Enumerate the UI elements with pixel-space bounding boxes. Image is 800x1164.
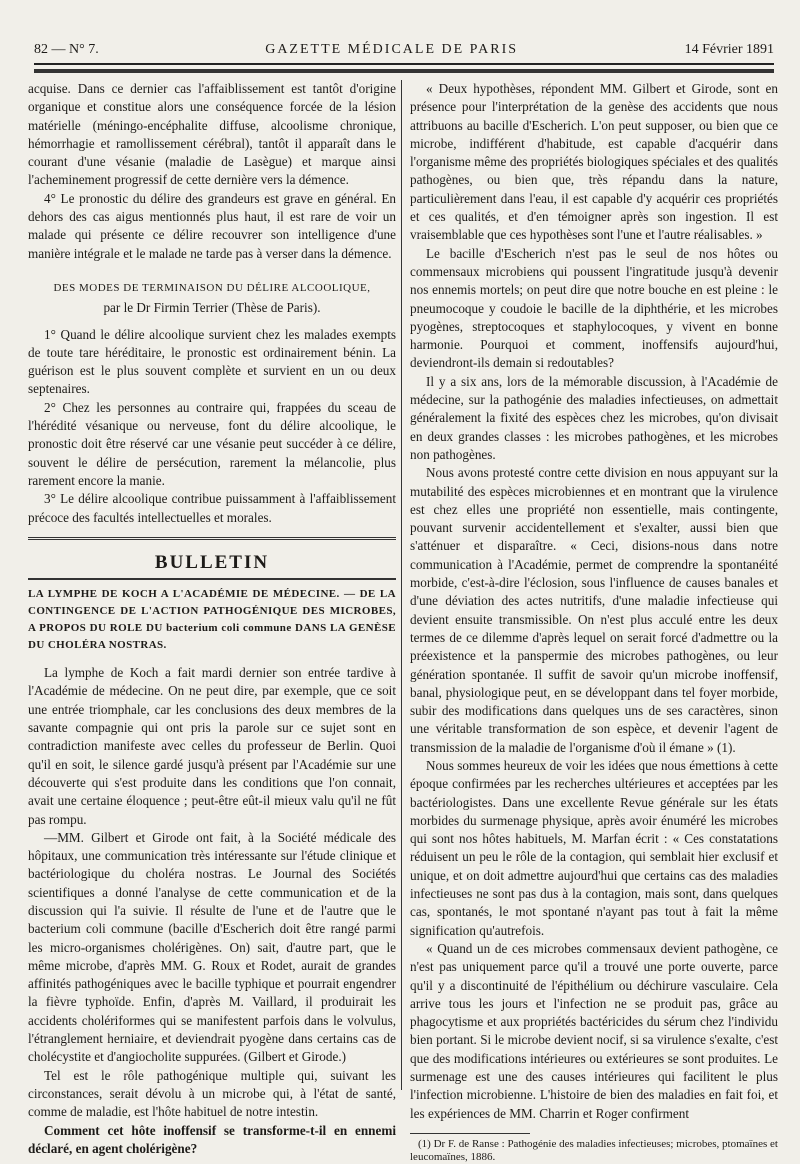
paragraph: Tel est le rôle pathogénique multiple qui, suivant les circonstances, serait dévolu à un microbe qui, à l'état de santé, comme de maladie, est l'hôte habituel de notre intestin. [28,1067,396,1120]
header-rule [34,63,774,65]
bulletin-subhead: LA LYMPHE DE KOCH A L'ACADÉMIE DE MÉDECINE. — DE LA CONTINGENCE DE L'ACTION PATHOGÉNIQUE DES MICROBES, A PROPOS DU ROLE DU bacterium coli commune DANS LA GENÈSE DU CHOLÉRA NOSTRAS. [28,588,396,652]
bulletin-rule [28,578,396,580]
footnote-rule [410,1133,530,1134]
journal-title: GAZETTE MÉDICALE DE PARIS [265,42,519,57]
paragraph: Il y a six ans, lors de la mémorable discussion, à l'Académie de médecine, sur la pathogénie des maladies infectieuses, on admettait généralement la fixité des espèces chez les microbes, qu'on divisait en deux grandes classes : les microbes pathogènes, et les microbes non pathogènes. [410,373,778,462]
paragraph: 2° Chez les personnes au contraire qui, frappées du sceau de l'hérédité vésanique ou nerveuse, font du délire alcoolique, le pronostic doit être réservé car une vésanie peut succéder à ce délire, souvent le délire de persécution, rarement la mélancolie, plus rarement encore la manie. [28,399,396,488]
paragraph: 3° Le délire alcoolique contribue puissamment à l'affaiblissement précoce des facultés intellectuelles et morales. [28,491,396,525]
paragraph: acquise. Dans ce dernier cas l'affaiblissement est tantôt d'origine organique et constitue alors une conséquence forcée de la lésion matérielle (méningo-encéphalite diffuse, alcoolisme chronique, hémorrhagie et ramollissement cérébral), tantôt il apparaît dans le courant d'une vésanie (maladie de Lasègue) et marque ainsi l'acheminement progressif de cette dernière vers la démence. [28,81,396,188]
right-column [410,80,778,1164]
header-rule-thick [34,69,774,73]
column-divider [401,80,402,1090]
section-divider [28,537,396,540]
issue-date: 14 Février 1891 [684,42,774,57]
paragraph: La lymphe de Koch a fait mardi dernier son entrée tardive à l'Académie de médecine. On ne peut dire, par exemple, que ce soit une entrée triomphale, car les conclusions des deux membres de la savante compagnie qui ont pris la parole sur ce sujet sont en contradiction manifeste avec celles du professeur de Berlin. Quoi qu'il en soit, le silence gardé jusqu'à présent par l'Académie sur une découverte qui s'est produite dans les conditions que l'on connait, avait une certaine éloquence ; peut-être eût-il mieux valu qu'il ne fût pas rompu. [28,665,396,827]
paragraph: —MM. Gilbert et Girode ont fait, à la Société médicale des hôpitaux, une communication très intéressante sur l'étude clinique et bactériologique du choléra nostras. Le Journal des Sociétés scientifiques a donné l'analyse de cette communication et de la discussion qui l'a suivie. Il résulte de l'une et de l'autre que le bacterium coli commune (bacille d'Escherich doit être rangé parmi les micro-organismes cholérigènes. On) sait, d'autre part, que le même microbe, d'après MM. G. Roux et Rodet, aurait de grandes affinités pathogéniques avec le bacille typhique et pourrait engendrer la fièvre typhoïde. Enfin, d'après M. Vaillard, il produirait les accidents cholériformes qui se manifestent parfois dans le volvulus, l'étranglement herniaire, et deviendrait pyogène dans certains cas de cholécystite et d'angiocholite suppurées. (Gilbert et Girode.) [28,829,396,1065]
paragraph: 4° Le pronostic du délire des grandeurs est grave en général. En dehors des cas aigus mentionnés plus haut, il est rare de voir un malade qui présente ce délire recouvrer son intelligence d'une manière intégrale et le malade ne tarde pas à verser dans la démence. [28,190,396,261]
left-column [28,80,396,1158]
paragraph: « Quand un de ces microbes commensaux devient pathogène, ce n'est pas uniquement parce qu'il a trouvé une porte ouverte, parce qu'il y a discontinuité de l'épithélium ou déchirure vasculaire. Cela arrive tous les jours et l'infection ne se produit pas, grâce au phagocytisme et aux propriétés bactéricides du sérum chez l'individu bien portant. Si le microbe devient nocif, si sa virulence s'exalte, c'est que des modifications intérieures ou extérieures se sont produites. Le surmenage est une des causes intérieures qui facilitent le plus l'infection microbienne. L'histoire de bien des maladies en fait foi, et les expériences de MM. Charrin et Roger confirment [410,940,778,1121]
paragraph: Le bacille d'Escherich n'est pas le seul de nos hôtes ou commensaux microbiens qui poussent l'ingratitude jusqu'à devenir nos ennemis mortels; on peut dire que notre bouche en est pleine : le pneumocoque y coudoie le bacille de la diphthérie, et les microbes pyogènes, streptocoques et staphylocoques, y vivent en bonne harmonie. Pourquoi et comment, inoffensifs aujourd'hui, deviendront-ils demain si redoutables? [410,245,778,371]
paragraph: Comment cet hôte inoffensif se transforme-t-il en ennemi déclaré, en agent cholérigène? [28,1122,396,1156]
paragraph: 1° Quand le délire alcoolique survient chez les malades exempts de toute tare héréditaire, le pronostic est ordinairement bénin. La guérison est le plus souvent complète et survient en un ou deux septenaires. [28,326,396,397]
paragraph: Nous sommes heureux de voir les idées que nous émettions à cette époque confirmées par les recherches ultérieures et acceptées par les bactériologistes. Dans une excellente Revue générale sur les états morbides du surmenage physique, après avoir énuméré les microbes qui sont nos hôtes habituels, M. Marfan écrit : « Ces constatations réduisent un peu le rôle de la contagion, qui semblait hier exclusif et unique, et on doit admettre aujourd'hui que certains cas des maladies infectieuses ne sont pas dus à la contagion, mais sont, dans quelques cas, spontanés, le mot spontané n'ayant pas tout à fait la même signification qu'autrefois. [410,757,778,938]
footnote: (1) Dr F. de Ranse : Pathogénie des maladies infectieuses; microbes, ptomaïnes et leucomaïnes, 1886. [410,1137,778,1163]
paragraph: « Deux hypothèses, répondent MM. Gilbert et Girode, sont en présence pour l'interprétation de la genèse des accidents que nous attribuons au bacille d'Escherich. L'on peut supposer, ou bien que ce microbe, indifférent d'habitude, est capable d'acquérir dans l'organisme même des propriétés biologiques spéciales et des qualités pathogènes, ou bien que, très répandu dans la nature, particulièrement dans l'eau, il est capable d'y acquérir ces propriétés et ces qualités, et d'en témoigner après son ingestion. Il est vraisemblable que ces hypothèses sont l'une et l'autre réalisables. » [410,81,778,243]
bulletin-heading: BULLETIN [154,551,270,573]
section-title: DES MODES DE TERMINAISON DU DÉLIRE ALCOOLIQUE, [53,281,371,294]
page-number: 82 — N° 7. [34,42,99,57]
running-header [34,38,774,62]
paragraph: Nous avons protesté contre cette division en nous appuyant sur la mutabilité des espèces microbiennes et en montrant que la virulence est chez elles une propriété non essentielle, mais contingente, pouvant survenir accidentellement et s'exalter, aussi bien que s'atténuer et disparaître. « Ceci, disions-nous dans notre communication à l'Académie, permet de comprendre la spontanéité morbide, c'est-à-dire l'éclosion, sous l'influence de causes banales et d'une déviation des actes nutritifs, d'une maladie infectieuse qui devient ensuite transmissible. On n'est plus acculé entre les deux termes de ce dilemme d'après lequel on serait forcé d'admettre ou la préexistence et la panspermie des microbes pathogènes, ou leur génération spontanée. Il suffit de savoir qu'un microbe inoffensif, banal, physiologique peut, en se développant dans tel foyer morbide, subir des modifications dans quelques uns de ses caractères, sinon une véritable transformation de son espèce, et devenir l'agent de transmission de la maladie de l'organisme d'où il émane » (1). [410,465,778,755]
section-author: par le Dr Firmin Terrier (Thèse de Paris). [103,300,321,316]
